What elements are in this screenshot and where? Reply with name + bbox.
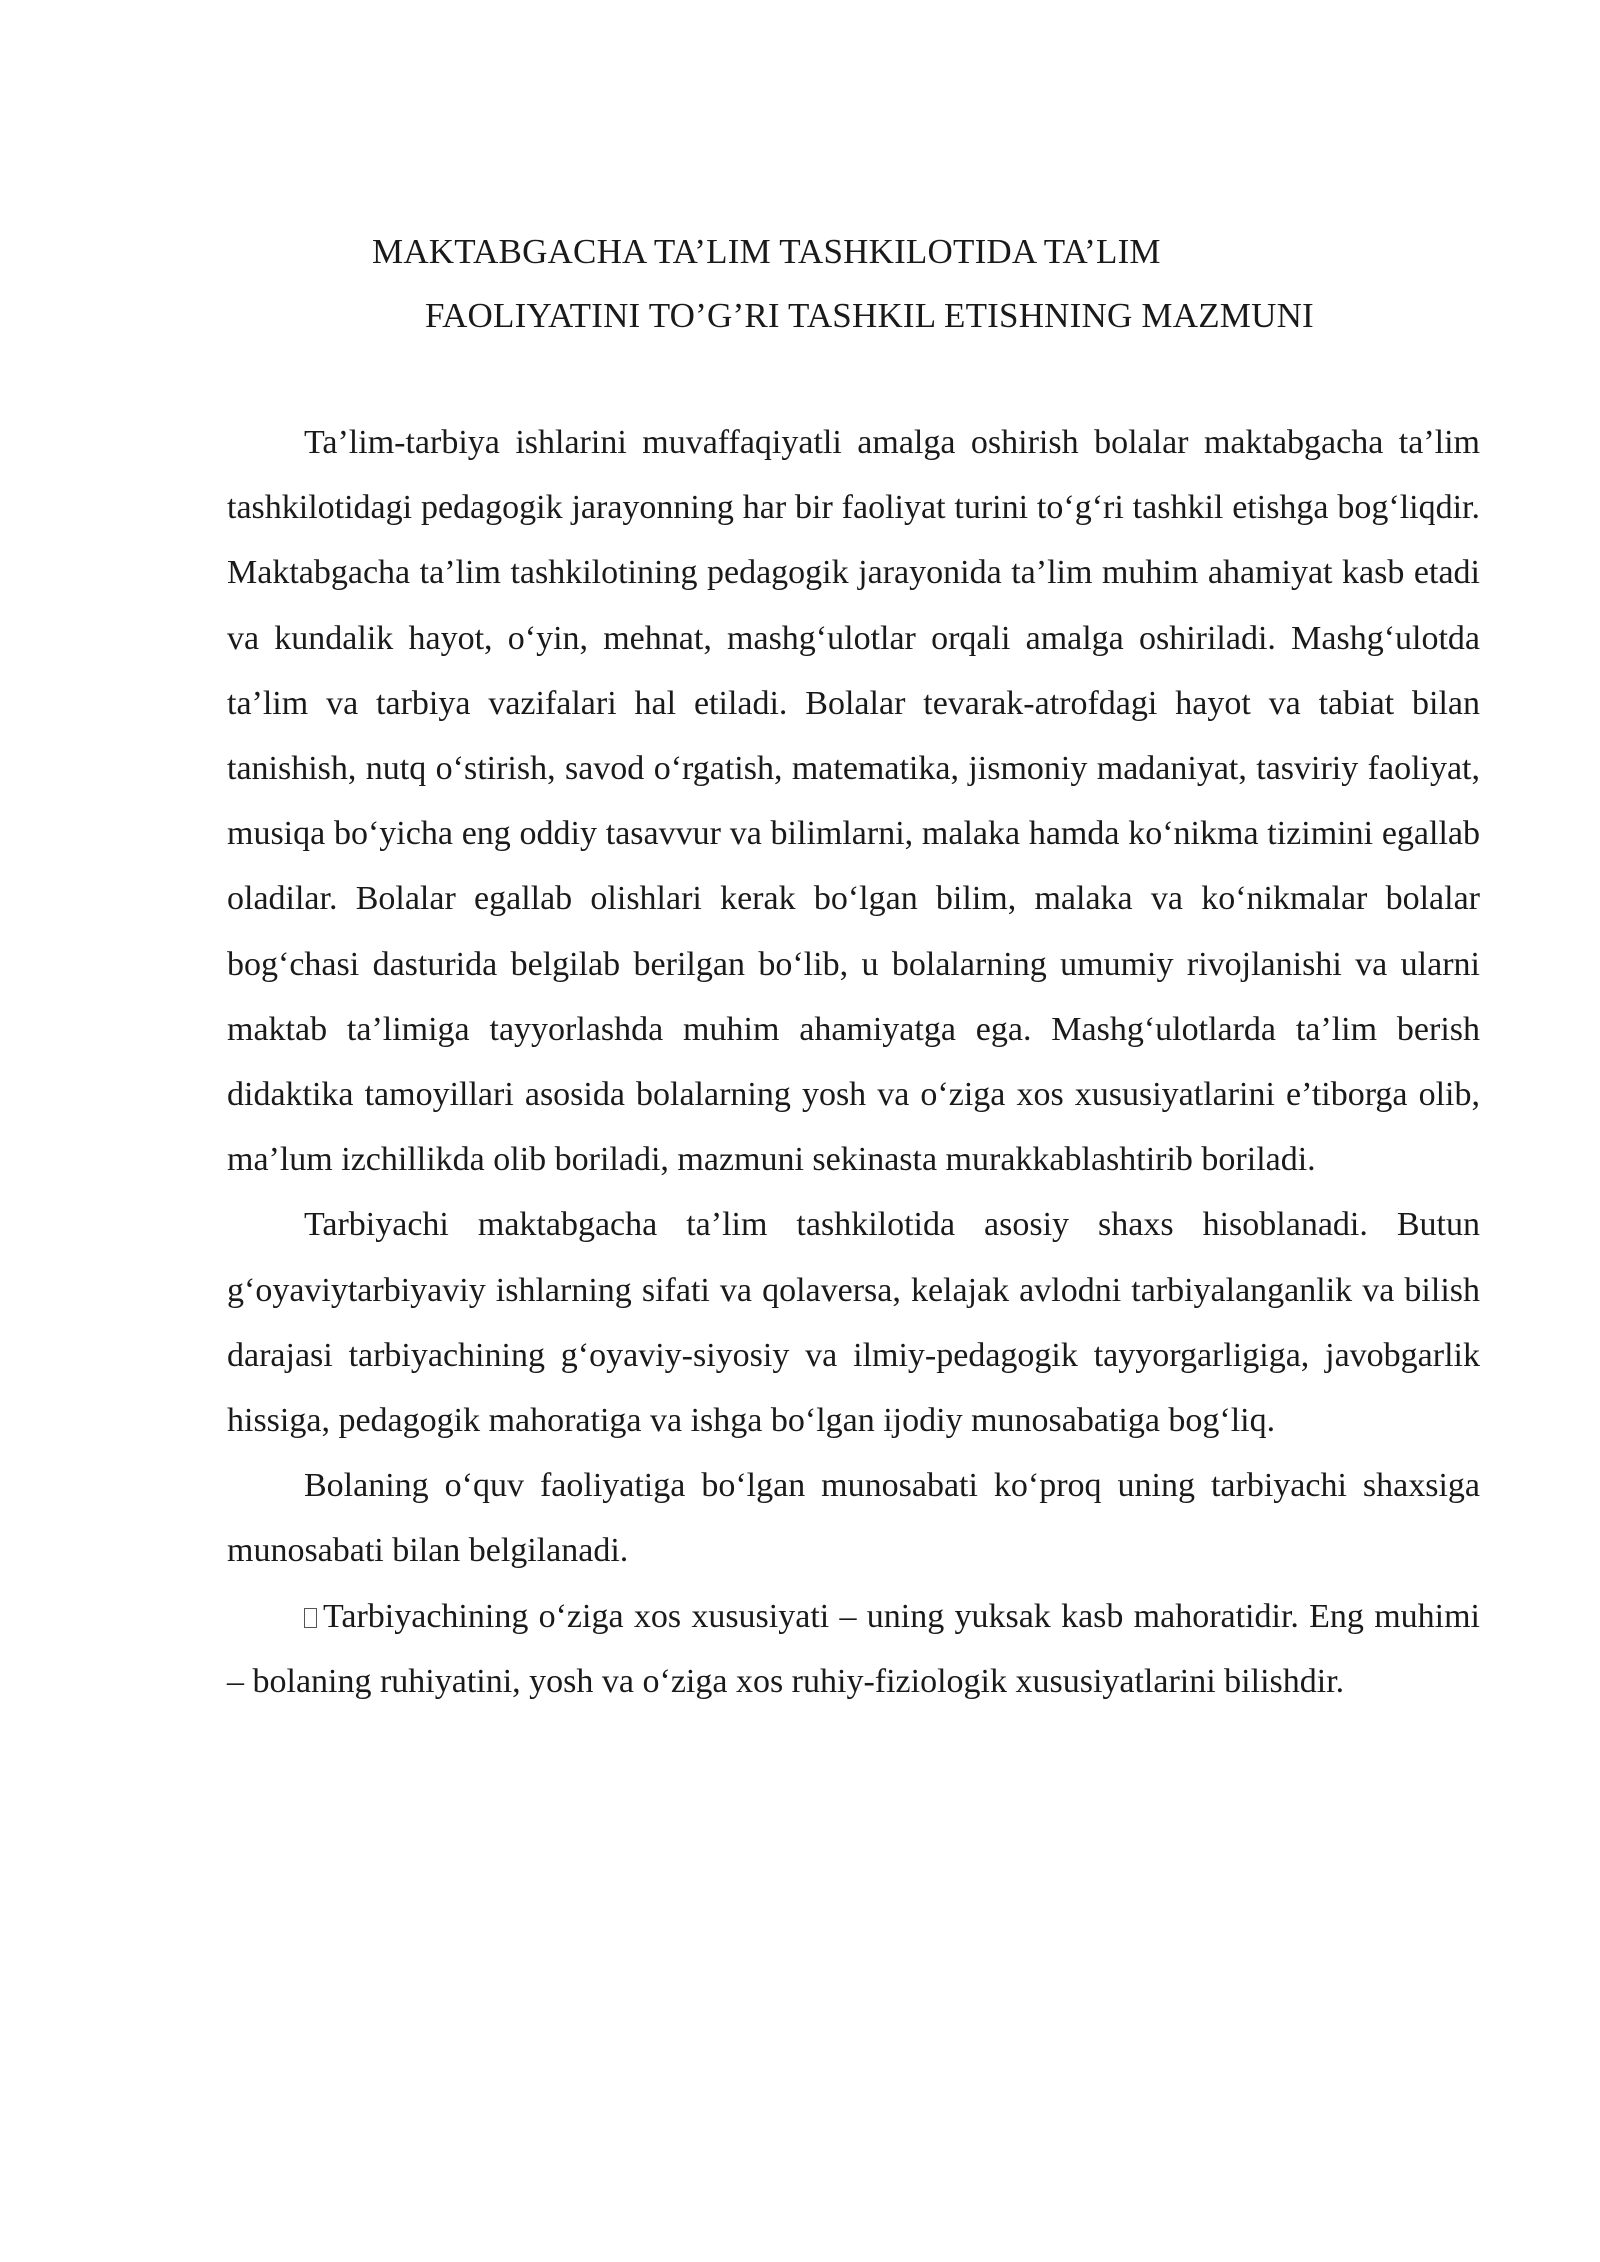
paragraph-1: Ta’lim-tarbiya ishlarini muvaffaqiyatli amalga oshirish bolalar maktabgacha ta’lim tashkilotidagi pedagogik jarayonning har bir faoliyat turini to‘g‘ri tashkil etishga bog‘liqdir. Maktabgacha ta’lim tashkilotining pedagogik jarayonida ta’lim muhim ahamiyat kasb etadi va kundalik hayot, o‘yin, mehnat, mashg‘ulotlar orqali amalga oshiriladi. Mashg‘ulotda ta’lim va tarbiya vazifalari hal etiladi. Bolalar tevarak-atrofdagi hayot va tabiat bilan tanishish, nutq o‘stirish, savod o‘rgatish, matematika, jismoniy madaniyat, tasviriy faoliyat, musiqa bo‘yicha eng oddiy tasavvur va bilimlarni, malaka hamda ko‘nikma tizimini egallab oladilar. Bolalar egallab olishlari kerak bo‘lgan bilim, malaka va ko‘nikmalar bolalar bog‘chasi dasturida belgilab berilgan bo‘lib, u bolalarning umumiy rivojlanishi va ularni maktab ta’limiga tayyorlashda muhim ahamiyatga ega. Mashg‘ulotlarda ta’lim berish didaktika tamoyillari asosida bolalarning yosh va o‘ziga xos xususiyatlarini e’tiborga olib, ma’lum izchillikda olib boriladi, mazmuni sekinasta murakkablashtirib boriladi. <box>227 424 1480 1179</box>
paragraph-3: Bolaning o‘quv faoliyatiga bo‘lgan munosabati ko‘proq uning tarbiyachi shaxsiga munosabati bilan belgilanadi. <box>227 1467 1480 1570</box>
document-title <box>0 220 1600 348</box>
paragraph-2: Tarbiyachi maktabgacha ta’lim tashkilotida asosiy shaxs hisoblanadi. Butun g‘oyaviytarbiyaviy ishlarning sifati va qolaversa, kelajak avlodni tarbiyalanganlik va bilish darajasi tarbiyachining g‘oyaviy-siyosiy va ilmiy-pedagogik tayyorgarligiga, javobgarlik hissiga, pedagogik mahoratiga va ishga bo‘lgan ijodiy munosabatiga bog‘liq. <box>227 1206 1480 1440</box>
missing-glyph-box-icon <box>304 1608 317 1628</box>
title-line-1: MAKTABGACHA TA’LIM TASHKILOTIDA TA’LIM <box>372 232 1161 271</box>
document-body <box>227 410 1480 1714</box>
paragraph-4-text: Tarbiyachining o‘ziga xos xususiyati – uning yuksak kasb mahoratidir. Eng muhimi – bolaning ruhiyatini, yosh va o‘ziga xos ruhiy-fiziologik xususiyatlarini bilishdir. <box>227 1597 1480 1700</box>
title-line-2: FAOLIYATINI TO’G’RI TASHKIL ETISHNING MAZMUNI <box>425 296 1314 335</box>
paragraph-4 <box>227 1584 1480 1714</box>
